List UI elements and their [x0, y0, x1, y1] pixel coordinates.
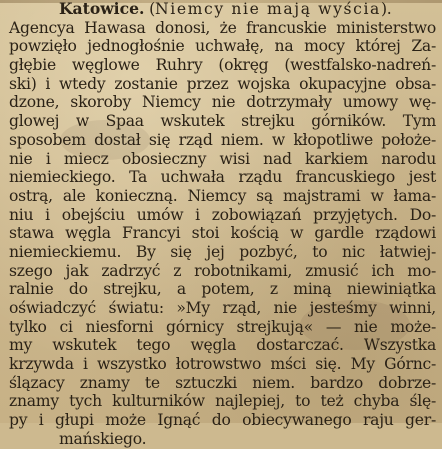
- article-line: szego jak zadrzyć z robotnikami, zmusić ich mo-: [9, 261, 436, 280]
- article-line: glowej w Spaa wskutek strejku górników. Tym: [9, 112, 436, 131]
- article-line: powzięło jednogłośnie uchwałę, na mocy której Za-: [9, 37, 436, 56]
- article-line: dzone, skoroby Niemcy nie dotrzymały umowy wę-: [9, 93, 436, 112]
- article-line: znamy tych kulturników najlepiej, to też chyba ślę-: [9, 392, 436, 411]
- article-line: krzywda i wszystko łotrowstwo mści się. My Górnc-: [9, 355, 436, 374]
- article-line: tylko ci niesforni górnicy strejkują« — nie może-: [9, 317, 436, 336]
- article-line: stawa węgla Francyi stoi kością w gardle rządowi: [9, 224, 436, 243]
- article-dateline: Katowice.: [59, 0, 145, 18]
- article-line: ostrą, ale konieczną. Niemcy są majstrami w łama-: [9, 186, 436, 205]
- article-line: ralnie do strejku, a potem, z miną niewiniątka: [9, 280, 436, 299]
- headline-open-paren: (: [144, 0, 156, 18]
- article-line: ślązacy znamy te sztuczki niem. bardzo dobrze-: [9, 373, 436, 392]
- article-headline-line: [9, 0, 436, 19]
- headline-close-paren: ).: [380, 0, 392, 18]
- article-line-final: mańskiego.: [59, 429, 147, 448]
- article-line: my wskutek tego węgla dostarczać. Wszystka: [9, 336, 436, 355]
- article-line: Agencya Hawasa donosi, że francuskie ministerstwo: [9, 18, 436, 37]
- article-line: oświadczyć światu: »My rząd, nie jesteśmy winni,: [9, 299, 436, 317]
- article-line: ski) i wtedy zostanie przez wojska okupacyjne obsa-: [9, 74, 436, 93]
- article-line: niemieckiemu. By się jej pozbyć, to nic łatwiej-: [9, 242, 436, 261]
- article-line: sposobem dostał się rząd niem. w kłopotliwe położe-: [9, 130, 436, 149]
- article-line: niemieckiego. Ta uchwała rządu francuskiego jest: [9, 168, 436, 187]
- article-body: [9, 0, 436, 449]
- article-line: głębie węglowe Ruhry (okręg (westfalsko-nadreń-: [9, 56, 436, 75]
- article-line: py i głupi może Ignąć do obiecywanego raju ger-: [9, 411, 436, 430]
- headline-emphasis: Niemcy nie mają wyścia: [155, 0, 381, 18]
- article-line: nie i miecz obosieczny wisi nad karkiem narodu: [9, 149, 436, 168]
- article-line: niu i obejściu umów i zobowiązań przyjętych. Do-: [9, 205, 436, 224]
